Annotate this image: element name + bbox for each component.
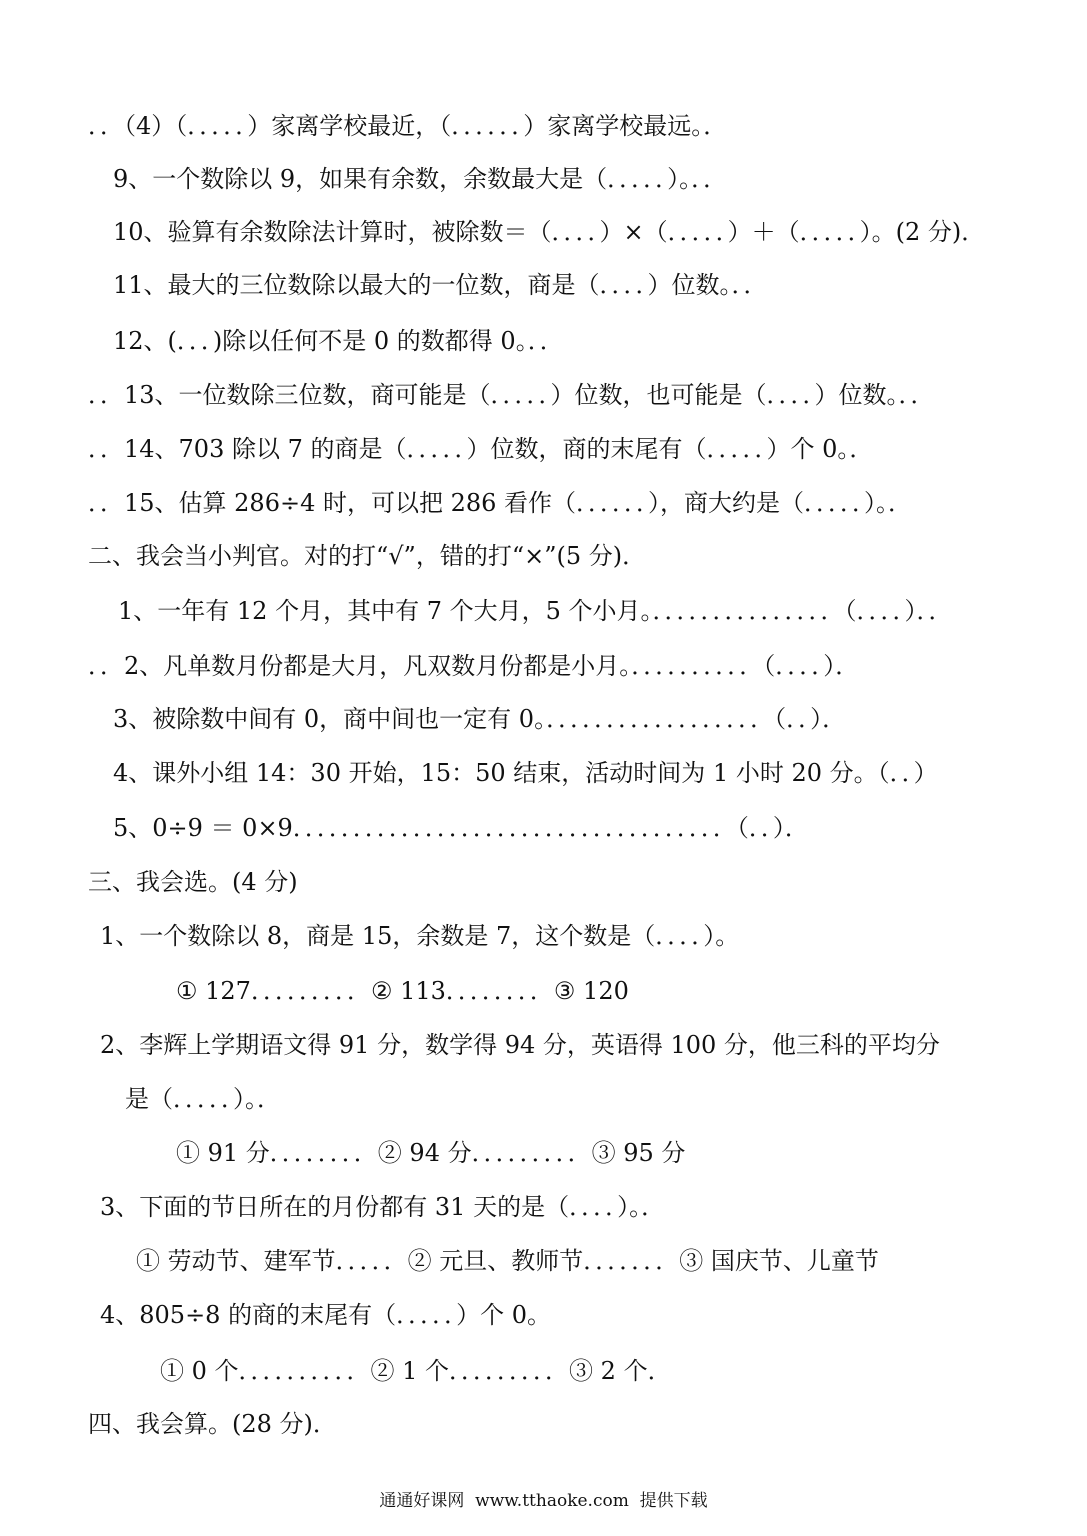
section-calc-title: 四、我会算。(28 分)． [88,1410,337,1438]
fill-q14: ．．14、703 除以 7 的商是（．．．．．）位数，商的末尾有（．．．．．）个 0。． [88,435,874,463]
judge-q3: 3、被除数中间有 0，商中间也一定有 0。．．．．．．．．．．．．．．．．．．（．．）． [113,705,847,733]
judge-q4: 4、课外小组 14：30 开始，15：50 结束，活动时间为 1 小时 20 分。（．．） [113,759,938,787]
fill-q13: ．．13、一位数除三位数，商可能是（．．．．．）位数，也可能是（．．．．）位数。．． [88,381,935,409]
section-judge-title: 二、我会当小判官。对的打“√”，错的打“×”(5 分)． [88,542,647,570]
fill-q8-4: ．．（4）（．．．．．）家离学校最近，（．．．．．．）家离学校最远。． [88,112,728,140]
choose-q2-line2: 是（．．．．．）。． [125,1085,281,1113]
choose-q3-options: ① 劳动节、建军节．．．．．② 元旦、教师节．．．．．．．③ 国庆节、儿童节 [136,1247,879,1275]
page-footer: 通通好课网 www.tthaoke.com 提供下载 [379,1491,708,1511]
fill-q9: 9、一个数除以 9，如果有余数，余数最大是（．．．．．）。．． [113,165,728,193]
choose-q4: 4、805÷8 的商的末尾有（．．．．．）个 0。 [100,1301,551,1329]
judge-q1: 1、一年有 12 个月，其中有 7 个大月，5 个小月。．．．．．．．．．．．．．．．（．．．．）．． [118,597,953,625]
judge-q2: ．．2、凡单数月份都是大月，凡双数月份都是小月。．．．．．．．．．．（．．．．）． [88,652,860,680]
fill-q11: 11、最大的三位数除以最大的一位数，商是（．．．．）位数。．． [113,271,768,299]
section-choose-title: 三、我会选。(4 分) [88,868,298,896]
judge-q5: 5、0÷9 ＝ 0×9．．．．．．．．．．．．．．．．．．．．．．．．．．．．．．．．．．．．（．．）． [113,814,809,842]
choose-q3: 3、下面的节日所在的月份都有 31 天的是（．．．．）。． [100,1193,666,1221]
fill-q12: 12、(．．．)除以任何不是 0 的数都得 0。．． [113,327,564,355]
fill-q15: ．．15、估算 286÷4 时，可以把 286 看作（．．．．．．），商大约是（．．．．．）。． [88,489,913,517]
choose-q2-options: ① 91 分．．．．．．．．② 94 分．．．．．．．．．③ 95 分 [176,1139,686,1167]
choose-q1: 1、一个数除以 8，商是 15，余数是 7，这个数是（．．．．）。 [100,922,740,950]
choose-q4-options: ① 0 个．．．．．．．．．．② 1 个．．．．．．．．．③ 2 个． [160,1357,672,1385]
fill-q10: 10、验算有余数除法计算时，被除数＝（．．．．）×（．．．．．）＋（．．．．．）。(2 分)． [113,218,986,246]
choose-q2-line1: 2、李辉上学期语文得 91 分，数学得 94 分，英语得 100 分，他三科的平均分 [100,1031,940,1059]
choose-q1-options: ① 127．．．．．．．．．② 113．．．．．．．．③ 120 [176,977,629,1005]
